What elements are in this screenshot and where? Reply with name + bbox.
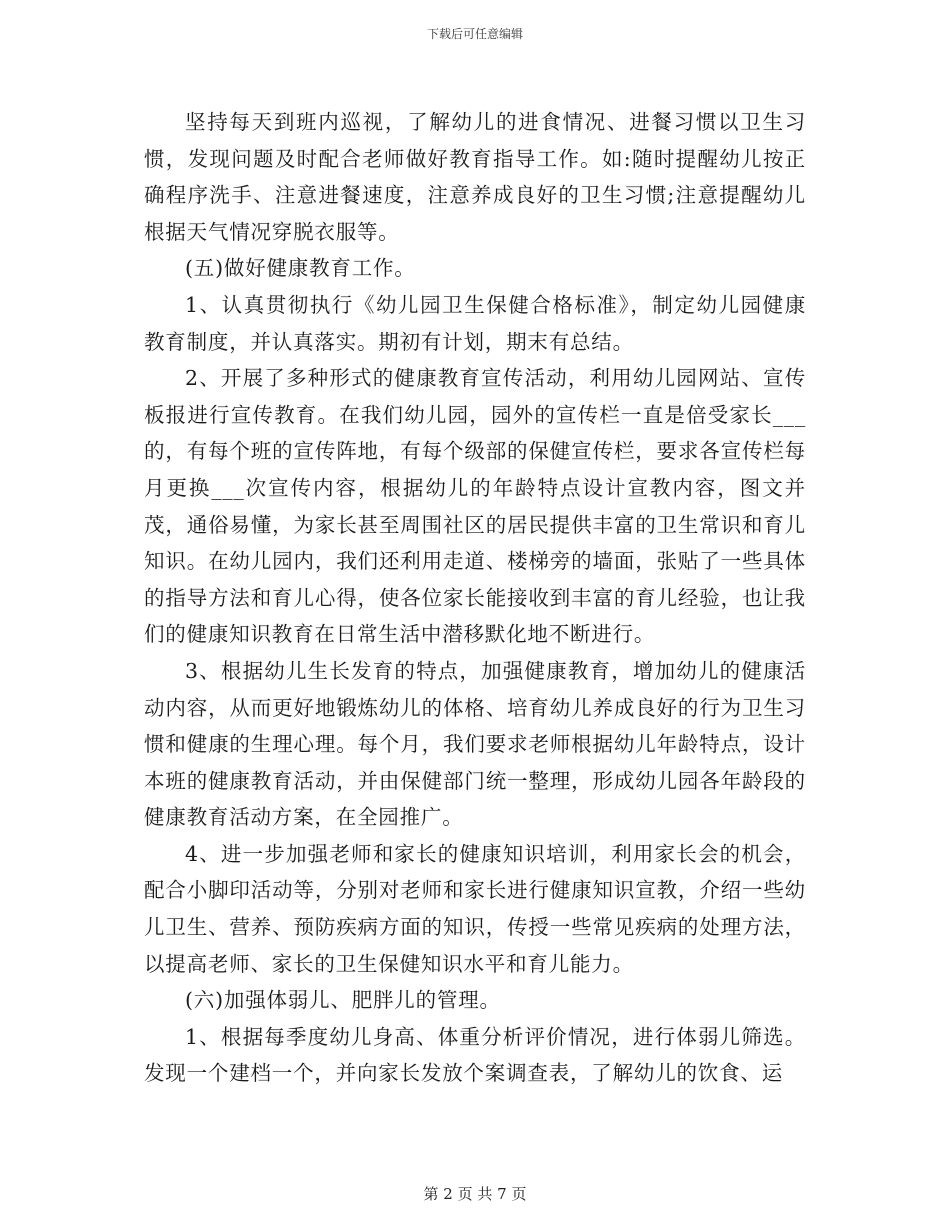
paragraph: 4、进一步加强老师和家长的健康知识培训，利用家长会的机会，配合小脚印活动等，分别对老师和家长进行健康知识宣教，介绍一些幼儿卫生、营养、预防疾病方面的知识，传授一些常见疾病的处理方法，以提高老师、家长的卫生保健知识水平和育儿能力。 bbox=[144, 841, 806, 976]
paragraph: 坚持每天到班内巡视，了解幼儿的进食情况、进餐习惯以卫生习惯，发现问题及时配合老师做好教育指导工作。如:随时提醒幼儿按正确程序洗手、注意进餐速度，注意养成良好的卫生习惯;注意提醒幼儿根据天气情况穿脱衣服等。 bbox=[144, 110, 806, 244]
paragraph: 1、认真贯彻执行《幼儿园卫生保健合格标准》，制定幼儿园健康教育制度，并认真落实。期初有计划，期末有总结。 bbox=[144, 292, 806, 354]
section-heading: (五)做好健康教育工作。 bbox=[185, 256, 416, 281]
section-heading: (六)加强体弱儿、肥胖儿的管理。 bbox=[185, 988, 501, 1013]
paragraph: 2、开展了多种形式的健康教育宣传活动，利用幼儿园网站、宣传板报进行宣传教育。在我们幼儿园，园外的宣传栏一直是倍受家长___的，有每个班的宣传阵地，有每个级部的保健宣传栏，要求各宣传栏每月更换___次宣传内容，根据幼儿的年龄特点设计宣教内容，图文并茂，通俗易懂，为家长甚至周围社区的居民提供丰富的卫生常识和育儿知识。在幼儿园内，我们还利用走道、楼梯旁的墙面，张贴了一些具体的指导方法和育儿心得，使各位家长能接收到丰富的育儿经验，也让我们的健康知识教育在日常生活中潜移默化地不断进行。 bbox=[144, 366, 806, 647]
paragraph: 1、根据每季度幼儿身高、体重分析评价情况，进行体弱儿筛选。发现一个建档一个，并向家长发放个案调查表，了解幼儿的饮食、运 bbox=[144, 1024, 806, 1086]
page-header: 下载后可任意编辑 bbox=[426, 27, 523, 41]
page-number: 第 2 页 共 7 页 bbox=[423, 1185, 527, 1203]
paragraph: 3、根据幼儿生长发育的特点，加强健康教育，增加幼儿的健康活动内容，从而更好地锻炼幼儿的体格、培育幼儿养成良好的行为卫生习惯和健康的生理心理。每个月，我们要求老师根据幼儿年龄特点，设计本班的健康教育活动，并由保健部门统一整理，形成幼儿园各年龄段的健康教育活动方案，在全园推广。 bbox=[144, 658, 806, 830]
document-body bbox=[144, 104, 806, 1092]
